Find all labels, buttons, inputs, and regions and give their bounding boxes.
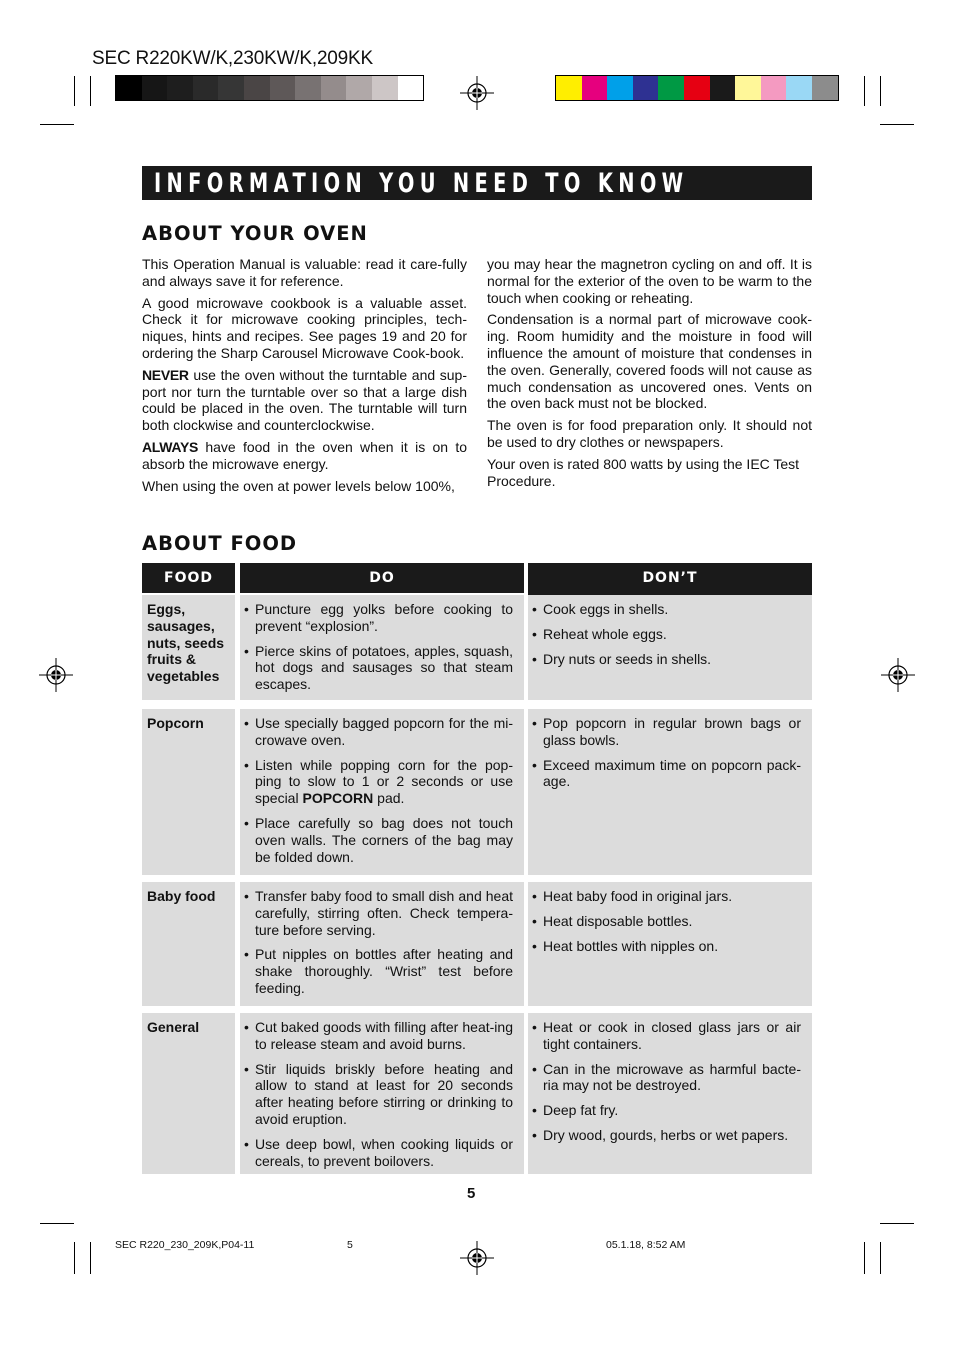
color-swatch [710, 76, 736, 100]
list-item-text: Listen while popping corn for the pop-ping to slow to 1 or 2 seconds or use special [255, 756, 513, 807]
crop-mark [90, 1242, 91, 1274]
color-swatch [321, 76, 347, 100]
oven-text-right [487, 256, 812, 494]
list-item: • Reheat whole eggs. [531, 626, 801, 643]
crop-mark [74, 76, 75, 106]
food-cell: Baby food [142, 882, 235, 1006]
color-swatch [295, 76, 321, 100]
color-swatch [761, 76, 787, 100]
crop-mark [880, 1223, 914, 1224]
dont-cell [528, 1013, 812, 1174]
list-item: • Dry nuts or seeds in shells. [531, 651, 801, 668]
color-swatch [633, 76, 659, 100]
paragraph: The oven is for food preparation only. It should not be used to dry clothes or newspapers. [487, 417, 812, 450]
food-cell: Eggs, sausages, nuts, seeds fruits & vegetables [142, 595, 235, 700]
list-item: • Heat or cook in closed glass jars or air tight containers. [531, 1019, 801, 1053]
color-swatch [735, 76, 761, 100]
keyword: NEVER [142, 366, 189, 383]
paragraph: Condensation is a normal part of microwave cook-ing. Room humidity and the moisture in food will influence the amount of moisture that condenses in the oven. Generally, covered foods will not cause as much condensation as uncovered ones. Vents on the oven back must not be blocked. [487, 311, 812, 412]
list-item [243, 757, 513, 807]
color-swatch [684, 76, 710, 100]
list-item: • Pop popcorn in regular brown bags or glass bowls. [531, 715, 801, 749]
color-swatch [812, 76, 838, 100]
dont-cell [528, 709, 812, 875]
do-cell [240, 595, 524, 700]
dont-cell [528, 595, 812, 700]
list-item: • Put nipples on bottles after heating and shake thoroughly. “Wrist” test before feeding. [243, 946, 513, 996]
list-item-text: pad. [373, 790, 405, 807]
paragraph [142, 439, 467, 473]
list-item: • Place carefully so bag does not touch oven walls. The corners of the bag may be folded down. [243, 815, 513, 865]
footer-filename: SEC R220_230_209K,P04-11 [115, 1239, 255, 1251]
do-cell [240, 882, 524, 1006]
list-item: • Deep fat fry. [531, 1102, 801, 1119]
paragraph-text: use the oven without the turntable and sup-port nor turn the turntable over so that a large dish could be placed in the oven. The turntable will turn both clockwise and counterclockwise. [142, 366, 467, 434]
footer-datetime: 05.1.18, 8:52 AM [606, 1239, 686, 1251]
color-swatch [244, 76, 270, 100]
dont-cell [528, 882, 812, 1006]
list-item: • Heat baby food in original jars. [531, 888, 801, 905]
gray-color-bar [115, 75, 424, 101]
list-item: • Heat disposable bottles. [531, 913, 801, 930]
keyword: ALWAYS [142, 438, 199, 455]
registration-mark-icon [460, 76, 494, 110]
paragraph: This Operation Manual is valuable: read it care-fully and always save it for reference. [142, 256, 467, 289]
registration-mark-icon [460, 1241, 494, 1275]
crop-mark [880, 76, 881, 106]
color-swatch [372, 76, 398, 100]
color-swatch [218, 76, 244, 100]
crop-mark [74, 1242, 75, 1274]
color-swatch [116, 76, 142, 100]
list-item: • Exceed maximum time on popcorn pack-age. [531, 757, 801, 791]
list-item: • Stir liquids briskly before heating and allow to stand at least for 20 seconds after heating before stirring or drinking to avoid eruption. [243, 1061, 513, 1128]
crop-mark [864, 76, 865, 106]
crop-mark [864, 1242, 865, 1274]
color-swatch [658, 76, 684, 100]
list-item: • Cook eggs in shells. [531, 601, 801, 618]
paragraph [142, 367, 467, 434]
keyword: POPCORN [302, 790, 374, 807]
color-swatch [556, 76, 582, 100]
page-title-bar [142, 166, 812, 200]
do-cell [240, 1013, 524, 1174]
list-item: • Heat bottles with nipples on. [531, 938, 801, 955]
color-swatch [786, 76, 812, 100]
paragraph: A good microwave cookbook is a valuable asset. Check it for microwave cooking principles, tech-niques, hints and recipes. See pages 19 and 20 for ordering the Sharp Carousel Microwave Cook-book. [142, 294, 467, 361]
color-swatch [607, 76, 633, 100]
oven-text-left [142, 256, 467, 499]
list-item: • Pierce skins of potatoes, apples, squash, hot dogs and sausages so that steam escapes. [243, 643, 513, 693]
color-swatch [193, 76, 219, 100]
crop-mark [40, 1223, 74, 1224]
registration-mark-icon [881, 658, 915, 692]
table-header-do: DO [240, 563, 524, 593]
list-item: • Can in the microwave as harmful bacte-ria may not be destroyed. [531, 1061, 801, 1095]
registration-mark-icon [39, 658, 73, 692]
document-code: SEC R220KW/K,230KW/K,209KK [92, 48, 373, 69]
crop-mark [40, 124, 74, 125]
crop-mark [880, 1242, 881, 1274]
table-header-food: FOOD [142, 563, 235, 593]
list-item: • Cut baked goods with filling after heat-ing to release steam and avoid burns. [243, 1019, 513, 1053]
paragraph: When using the oven at power levels below 100%, [142, 477, 455, 494]
color-swatch [346, 76, 372, 100]
page-title: INFORMATION YOU NEED TO KNOW [154, 168, 689, 199]
footer-page: 5 [347, 1239, 353, 1251]
color-swatch [270, 76, 296, 100]
food-cell: General [142, 1013, 235, 1174]
paragraph: Your oven is rated 800 watts by using the IEC Test Procedure. [487, 455, 800, 489]
page-number: 5 [467, 1185, 476, 1202]
list-item: • Use specially bagged popcorn for the mi-crowave oven. [243, 715, 513, 749]
paragraph: you may hear the magnetron cycling on and off. It is normal for the exterior of the oven to be warm to the touch when cooking or reheating. [487, 256, 812, 306]
color-bar [555, 75, 839, 101]
list-item: • Use deep bowl, when cooking liquids or cereals, to prevent boilovers. [243, 1136, 513, 1170]
color-swatch [142, 76, 168, 100]
section-heading-food: ABOUT FOOD [142, 532, 298, 555]
do-cell [240, 709, 524, 875]
crop-mark [90, 76, 91, 106]
table-header-dont: DON’T [528, 563, 812, 595]
food-cell: Popcorn [142, 709, 235, 875]
color-swatch [167, 76, 193, 100]
list-item: • Dry wood, gourds, herbs or wet papers. [531, 1127, 801, 1144]
section-heading-oven: ABOUT YOUR OVEN [142, 222, 368, 245]
color-swatch [582, 76, 608, 100]
list-item: • Puncture egg yolks before cooking to prevent “explosion”. [243, 601, 513, 635]
paragraph-text: have food in the oven when it is on to absorb the microwave energy. [142, 438, 467, 472]
list-item: • Transfer baby food to small dish and heat carefully, stirring often. Check tempera-ture before serving. [243, 888, 513, 938]
crop-mark [880, 124, 914, 125]
color-swatch [398, 76, 424, 100]
